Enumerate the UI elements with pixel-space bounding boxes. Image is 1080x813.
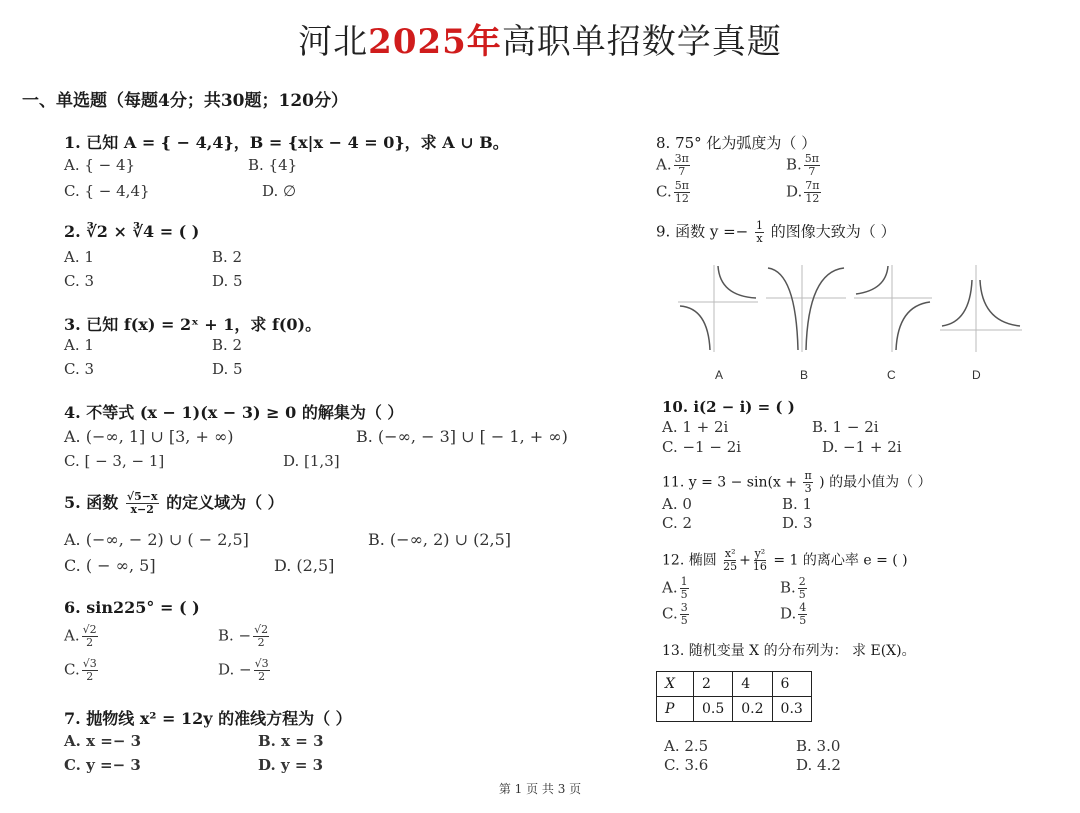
- fraction-denominator: x−2: [130, 503, 154, 516]
- distribution-table: [656, 671, 812, 722]
- fraction-numerator: √5−x: [126, 490, 158, 503]
- option-prefix: B. −: [218, 626, 252, 645]
- fraction: [803, 470, 812, 495]
- option-a: A. x =− 3: [64, 732, 142, 750]
- fraction-numerator: 1: [680, 575, 688, 588]
- option-c: C. −1 − 2i: [662, 438, 742, 456]
- fraction: [798, 576, 807, 601]
- option-prefix: D.: [786, 182, 803, 201]
- question-stem: [656, 220, 896, 245]
- option-b: B. (−∞, 2) ∪ (2,5]: [368, 530, 512, 549]
- fraction-denominator: 12: [674, 192, 689, 205]
- title-year: 2025年: [368, 22, 502, 62]
- option-prefix: A.: [656, 155, 672, 174]
- fraction-numerator: 7π: [805, 179, 820, 192]
- fraction-denominator: x: [756, 232, 763, 245]
- fraction-denominator: 25: [723, 560, 738, 573]
- graph-label-c: C: [887, 368, 896, 382]
- fraction-denominator: 5: [680, 614, 688, 627]
- option-b: B. 1: [782, 495, 813, 513]
- option-d: D. [1,3]: [283, 452, 340, 470]
- option-c: C. { − 4,4}: [64, 182, 150, 200]
- option-prefix: D.: [780, 604, 797, 623]
- graph-label-a: A: [715, 368, 724, 382]
- option-b: [218, 624, 271, 649]
- question-stem: 4. 不等式 (x − 1)(x − 3) ≥ 0 的解集为（ ）: [64, 403, 404, 422]
- fraction-numerator: 5π: [674, 179, 689, 192]
- fraction-numerator: 5π: [804, 152, 820, 165]
- option-a: A. 0: [662, 495, 692, 513]
- option-prefix: C.: [656, 182, 672, 201]
- option-c: C. y =− 3: [64, 756, 141, 774]
- fraction: [253, 624, 269, 649]
- graph-label-d: D: [972, 368, 981, 382]
- option-a: A. 1 + 2i: [662, 418, 729, 436]
- option-c: C. [ − 3, − 1]: [64, 452, 165, 470]
- fraction-numerator: 1: [756, 219, 764, 232]
- option-b: B. 3.0: [796, 737, 841, 755]
- option-prefix: D. −: [218, 660, 252, 679]
- table-row: [657, 672, 812, 697]
- fraction: [82, 658, 98, 683]
- question-stem: [64, 490, 284, 516]
- table-cell: 0.3: [772, 697, 811, 722]
- fraction-numerator: 4: [799, 601, 807, 614]
- question-stem: [662, 470, 932, 495]
- option-a: A. (−∞, 1] ∪ [3, + ∞): [64, 427, 234, 446]
- fraction: [680, 576, 689, 601]
- option-d: D. ∅: [262, 182, 297, 200]
- option-c: C. 3.6: [664, 756, 709, 774]
- option-b: [786, 153, 822, 178]
- fraction-denominator: 7: [678, 165, 686, 178]
- option-d: [218, 658, 272, 683]
- option-d: D. 5: [212, 360, 243, 378]
- option-prefix: B.: [786, 155, 802, 174]
- fraction: [804, 153, 820, 178]
- question-stem: 1. 已知 A = { − 4,4}，B = {x|x − 4 = 0}，求 A ∪ B。: [64, 133, 509, 152]
- option-b: B. 2: [212, 248, 243, 266]
- fraction-numerator: 3π: [674, 152, 689, 165]
- option-d: D. 5: [212, 272, 243, 290]
- question-stem: [662, 548, 908, 573]
- option-d: [780, 602, 809, 627]
- option-b: B. 1 − 2i: [812, 418, 879, 436]
- fraction-denominator: 2: [86, 670, 94, 683]
- fraction: [126, 491, 159, 516]
- graph-label-b: B: [800, 368, 809, 382]
- question-stem: 6. sin225° = ( ): [64, 598, 200, 617]
- question-stem: 10. i(2 − i) = ( ): [662, 398, 795, 416]
- fraction-numerator: 2: [798, 575, 806, 588]
- option-b: B. {4}: [248, 156, 298, 174]
- title-prefix: 河北: [298, 22, 369, 62]
- fraction-numerator: x²: [724, 547, 736, 560]
- option-c: C. ( − ∞, 5]: [64, 556, 156, 575]
- option-d: D. −1 + 2i: [822, 438, 902, 456]
- option-d: [786, 180, 823, 205]
- fraction: [674, 180, 690, 205]
- option-a: A. (−∞, − 2) ∪ ( − 2,5]: [64, 530, 249, 549]
- fraction-denominator: 5: [798, 588, 806, 601]
- option-d: D. 3: [782, 514, 813, 532]
- fraction-denominator: 3: [804, 482, 812, 495]
- option-a: A. { − 4}: [64, 156, 136, 174]
- option-c: [64, 658, 100, 683]
- option-d: D. 4.2: [796, 756, 841, 774]
- stem-text: 5. 函数: [64, 493, 119, 512]
- fraction: [680, 602, 689, 627]
- option-a: [662, 576, 691, 601]
- question-stem: 13. 随机变量 X 的分布列为： 求 E(X)。: [662, 643, 916, 659]
- stem-text: 9. 函数 y =−: [656, 222, 749, 241]
- question-stem: 3. 已知 f(x) = 2ˣ + 1，求 f(0)。: [64, 315, 322, 334]
- option-d: D. (2,5]: [274, 556, 335, 575]
- fraction-numerator: 3: [680, 601, 688, 614]
- fraction-denominator: 2: [258, 670, 266, 683]
- stem-text: ) 的最小值为（ ）: [819, 474, 932, 491]
- option-a: A. 1: [64, 248, 94, 266]
- option-prefix: C.: [662, 604, 678, 623]
- option-b: B. (−∞, − 3] ∪ [ − 1, + ∞): [356, 427, 568, 446]
- option-prefix: A.: [64, 626, 80, 645]
- option-c: C. 3: [64, 360, 95, 378]
- fraction-denominator: 5: [680, 588, 688, 601]
- function-graph-options: [670, 260, 1030, 360]
- option-prefix: B.: [780, 578, 796, 597]
- option-b: B. x = 3: [258, 732, 324, 750]
- page-footer: 第 1 页 共 3 页: [498, 782, 582, 796]
- fraction: [82, 624, 98, 649]
- fraction-denominator: 2: [86, 636, 94, 649]
- option-a: [656, 153, 692, 178]
- fraction-denominator: 16: [752, 560, 767, 573]
- table-cell: 2: [694, 672, 733, 697]
- stem-text: 11. y = 3 − sin(x +: [662, 474, 798, 491]
- stem-text: = 1 的离心率 e = ( ): [773, 552, 908, 569]
- stem-text: 12. 椭圆: [662, 552, 717, 569]
- fraction-numerator: y²: [754, 547, 766, 560]
- title-suffix: 高职单招数学真题: [501, 22, 782, 62]
- table-cell: 0.2: [733, 697, 772, 722]
- table-cell: 4: [733, 672, 772, 697]
- fraction-denominator: 5: [799, 614, 807, 627]
- fraction-denominator: 12: [805, 192, 820, 205]
- table-row: [657, 697, 812, 722]
- option-c: C. 3: [64, 272, 95, 290]
- fraction-numerator: √2: [82, 623, 97, 636]
- question-stem: 8. 75° 化为弧度为（ ）: [656, 134, 817, 152]
- option-c: [656, 180, 692, 205]
- table-cell: 6: [772, 672, 811, 697]
- stem-text: 的图像大致为（ ）: [770, 222, 896, 241]
- section-heading: 一、单选题（每题4分；共30题；120分）: [22, 91, 348, 111]
- option-a: A. 2.5: [664, 737, 709, 755]
- table-cell: 0.5: [694, 697, 733, 722]
- option-prefix: C.: [64, 660, 80, 679]
- fraction: [753, 548, 767, 573]
- fraction: [798, 602, 807, 627]
- fraction-denominator: 2: [257, 636, 265, 649]
- fraction-numerator: π: [804, 469, 812, 482]
- option-d: D. y = 3: [258, 756, 324, 774]
- fraction-numerator: √3: [254, 657, 269, 670]
- page-title: [0, 14, 1080, 63]
- fraction-numerator: √2: [254, 623, 269, 636]
- fraction: [254, 658, 270, 683]
- fraction: [755, 220, 764, 245]
- option-c: C. 2: [662, 514, 693, 532]
- option-c: [662, 602, 691, 627]
- fraction-denominator: 7: [808, 165, 816, 178]
- fraction: [723, 548, 737, 573]
- table-cell: P: [657, 697, 694, 722]
- stem-text: 的定义域为（ ）: [166, 493, 284, 512]
- question-stem: 7. 抛物线 x² = 12y 的准线方程为（ ）: [64, 709, 352, 728]
- option-prefix: A.: [662, 578, 678, 597]
- fraction: [804, 180, 820, 205]
- option-a: [64, 624, 100, 649]
- question-stem: 2. ∛2 × ∛4 = ( ): [64, 222, 200, 241]
- option-a: A. 1: [64, 336, 94, 354]
- fraction: [674, 153, 690, 178]
- option-b: B. 2: [212, 336, 243, 354]
- plus-sign: +: [739, 552, 751, 569]
- table-cell: X: [657, 672, 694, 697]
- option-b: [780, 576, 809, 601]
- fraction-numerator: √3: [82, 657, 97, 670]
